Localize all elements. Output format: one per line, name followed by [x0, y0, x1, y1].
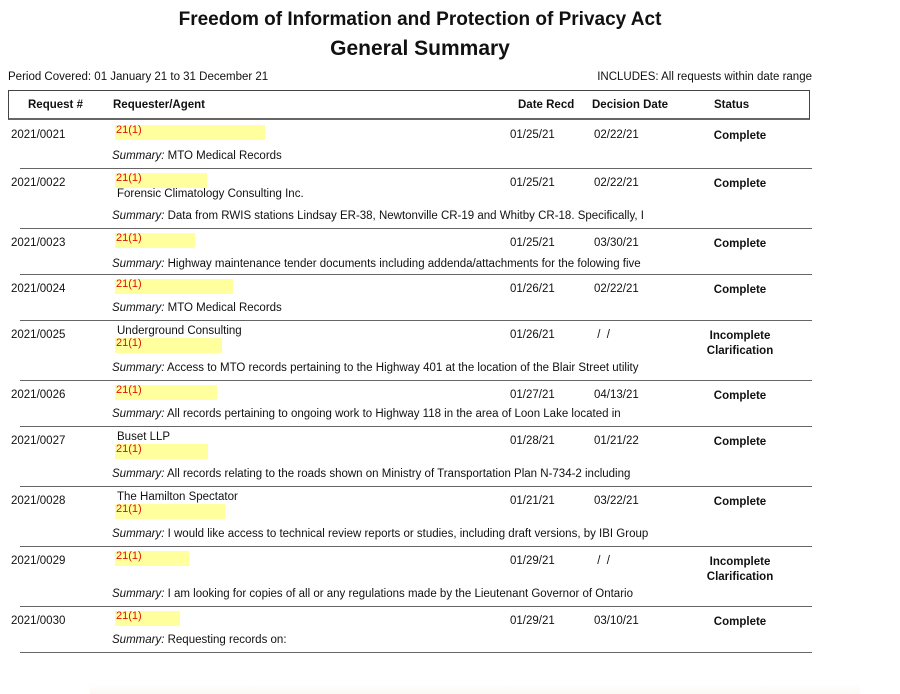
period-covered: Period Covered: 01 January 21 to 31 December 21: [8, 71, 269, 83]
decision-date: 02/22/21: [594, 129, 639, 141]
status-text: Complete: [713, 496, 767, 508]
summary-label: Summary:: [112, 408, 165, 420]
row-divider: [20, 486, 812, 487]
row-divider: [20, 546, 812, 547]
requester-agent: Forensic Climatology Consulting Inc.: [117, 188, 304, 200]
date-received: 01/25/21: [510, 177, 555, 189]
request-number: 2021/0022: [11, 177, 66, 189]
decision-date: 03/10/21: [594, 615, 639, 627]
status-badge: [690, 329, 790, 359]
exemption-code: 21(1): [116, 503, 142, 515]
table-row: [0, 169, 900, 229]
table-row: [0, 607, 900, 653]
summary-text: MTO Medical Records: [167, 150, 282, 162]
status-badge: [690, 495, 790, 510]
request-number: 2021/0027: [11, 435, 66, 447]
table-row: [0, 381, 900, 427]
exemption-code: 21(1): [116, 337, 142, 349]
table-row: [0, 275, 900, 321]
request-summary: [112, 468, 630, 480]
status-detail: Clarification: [706, 345, 774, 357]
row-divider: [20, 320, 812, 321]
summary-label: Summary:: [112, 634, 165, 646]
exemption-code: 21(1): [116, 172, 142, 184]
status-badge: [690, 177, 790, 192]
status-text: Complete: [713, 284, 767, 296]
request-number: 2021/0030: [11, 615, 66, 627]
status-text: Complete: [713, 436, 767, 448]
request-number: 2021/0024: [11, 283, 66, 295]
status-text: Incomplete: [709, 556, 771, 568]
status-detail: Clarification: [706, 571, 774, 583]
row-divider: [20, 228, 812, 229]
summary-text: Highway maintenance tender documents including addenda/attachments for the folowing five: [167, 258, 641, 270]
summary-text: All records relating to the roads shown on Ministry of Transportation Plan N-734-2 including: [166, 468, 631, 480]
status-badge: [690, 615, 790, 630]
summary-text: Requesting records on:: [167, 634, 287, 646]
status-text: Complete: [713, 616, 767, 628]
exemption-code: 21(1): [116, 610, 142, 622]
column-header-status: Status: [714, 99, 750, 111]
request-summary: [112, 362, 639, 374]
status-badge: [690, 283, 790, 298]
includes-note: INCLUDES: All requests within date range: [597, 71, 812, 83]
status-badge: [690, 555, 790, 585]
row-divider: [20, 606, 812, 607]
summary-text: MTO Medical Records: [167, 302, 282, 314]
summary-text: I would like access to technical review reports or studies, including draft versions, by IBI Group: [167, 528, 649, 540]
decision-date: 03/30/21: [594, 237, 639, 249]
exemption-code: 21(1): [116, 124, 142, 136]
table-row: [0, 427, 900, 487]
status-badge: [690, 435, 790, 450]
request-summary: [112, 528, 648, 540]
request-number: 2021/0021: [11, 129, 66, 141]
date-received: 01/26/21: [510, 329, 555, 341]
table-row: [0, 121, 900, 169]
request-summary: [112, 210, 644, 222]
table-header: [8, 90, 810, 120]
date-received: 01/28/21: [510, 435, 555, 447]
decision-date: 02/22/21: [594, 283, 639, 295]
summary-text: Data from RWIS stations Lindsay ER-38, Newtonville CR-19 and Whitby CR-18. Specifically, I: [167, 210, 644, 222]
summary-label: Summary:: [112, 302, 165, 314]
date-received: 01/29/21: [510, 555, 555, 567]
summary-text: Access to MTO records pertaining to the Highway 401 at the location of the Blair Street utility: [166, 362, 639, 374]
date-received: 01/21/21: [510, 495, 555, 507]
report-subtitle: General Summary: [330, 37, 510, 60]
date-received: 01/26/21: [510, 283, 555, 295]
request-summary: [112, 588, 633, 600]
summary-label: Summary:: [112, 588, 165, 600]
table-row: [0, 321, 900, 381]
status-badge: [690, 237, 790, 252]
status-text: Incomplete: [709, 330, 771, 342]
requester-agent: Buset LLP: [117, 431, 171, 443]
row-divider: [20, 426, 812, 427]
row-divider: [20, 274, 812, 275]
summary-label: Summary:: [112, 528, 165, 540]
request-number: 2021/0026: [11, 389, 66, 401]
date-received: 01/29/21: [510, 615, 555, 627]
row-divider: [20, 652, 812, 653]
requester-agent: Underground Consulting: [117, 325, 242, 337]
decision-date: 03/22/21: [594, 495, 639, 507]
column-header-decision-date: Decision Date: [592, 99, 669, 111]
date-received: 01/27/21: [510, 389, 555, 401]
request-summary: [112, 634, 287, 646]
summary-label: Summary:: [112, 210, 165, 222]
table-row: [0, 229, 900, 275]
date-received: 01/25/21: [510, 129, 555, 141]
exemption-code: 21(1): [116, 278, 142, 290]
row-divider: [20, 168, 812, 169]
request-summary: [112, 408, 621, 420]
table-row: [0, 487, 900, 547]
summary-text: All records pertaining to ongoing work to Highway 118 in the area of Loon Lake located in: [166, 408, 621, 420]
report-title: Freedom of Information and Protection of Privacy Act: [178, 9, 662, 30]
column-header-date-recd: Date Recd: [518, 99, 575, 111]
decision-date: / /: [594, 329, 610, 341]
decision-date: 02/22/21: [594, 177, 639, 189]
exemption-code: 21(1): [116, 384, 142, 396]
request-number: 2021/0028: [11, 495, 66, 507]
summary-label: Summary:: [112, 258, 165, 270]
summary-label: Summary:: [112, 150, 165, 162]
page-edge-shadow: [90, 684, 860, 694]
column-header-requester: Requester/Agent: [113, 99, 206, 111]
summary-text: I am looking for copies of all or any regulations made by the Lieutenant Governor of Ontario: [167, 588, 633, 600]
request-summary: [112, 302, 282, 314]
request-summary: [112, 150, 282, 162]
status-text: Complete: [713, 390, 767, 402]
request-number: 2021/0023: [11, 237, 66, 249]
row-divider: [20, 380, 812, 381]
summary-label: Summary:: [112, 468, 165, 480]
status-badge: [690, 389, 790, 404]
summary-label: Summary:: [112, 362, 165, 374]
requester-agent: The Hamilton Spectator: [117, 491, 238, 503]
date-received: 01/25/21: [510, 237, 555, 249]
decision-date: 01/21/22: [594, 435, 639, 447]
decision-date: / /: [594, 555, 610, 567]
request-number: 2021/0029: [11, 555, 66, 567]
status-text: Complete: [713, 130, 767, 142]
exemption-code: 21(1): [116, 443, 142, 455]
status-text: Complete: [713, 238, 767, 250]
exemption-code: 21(1): [116, 550, 142, 562]
status-text: Complete: [713, 178, 767, 190]
request-summary: [112, 258, 641, 270]
status-badge: [690, 129, 790, 144]
column-header-request: Request #: [28, 99, 83, 111]
exemption-code: 21(1): [116, 232, 142, 244]
decision-date: 04/13/21: [594, 389, 639, 401]
table-row: [0, 547, 900, 607]
request-number: 2021/0025: [11, 329, 66, 341]
